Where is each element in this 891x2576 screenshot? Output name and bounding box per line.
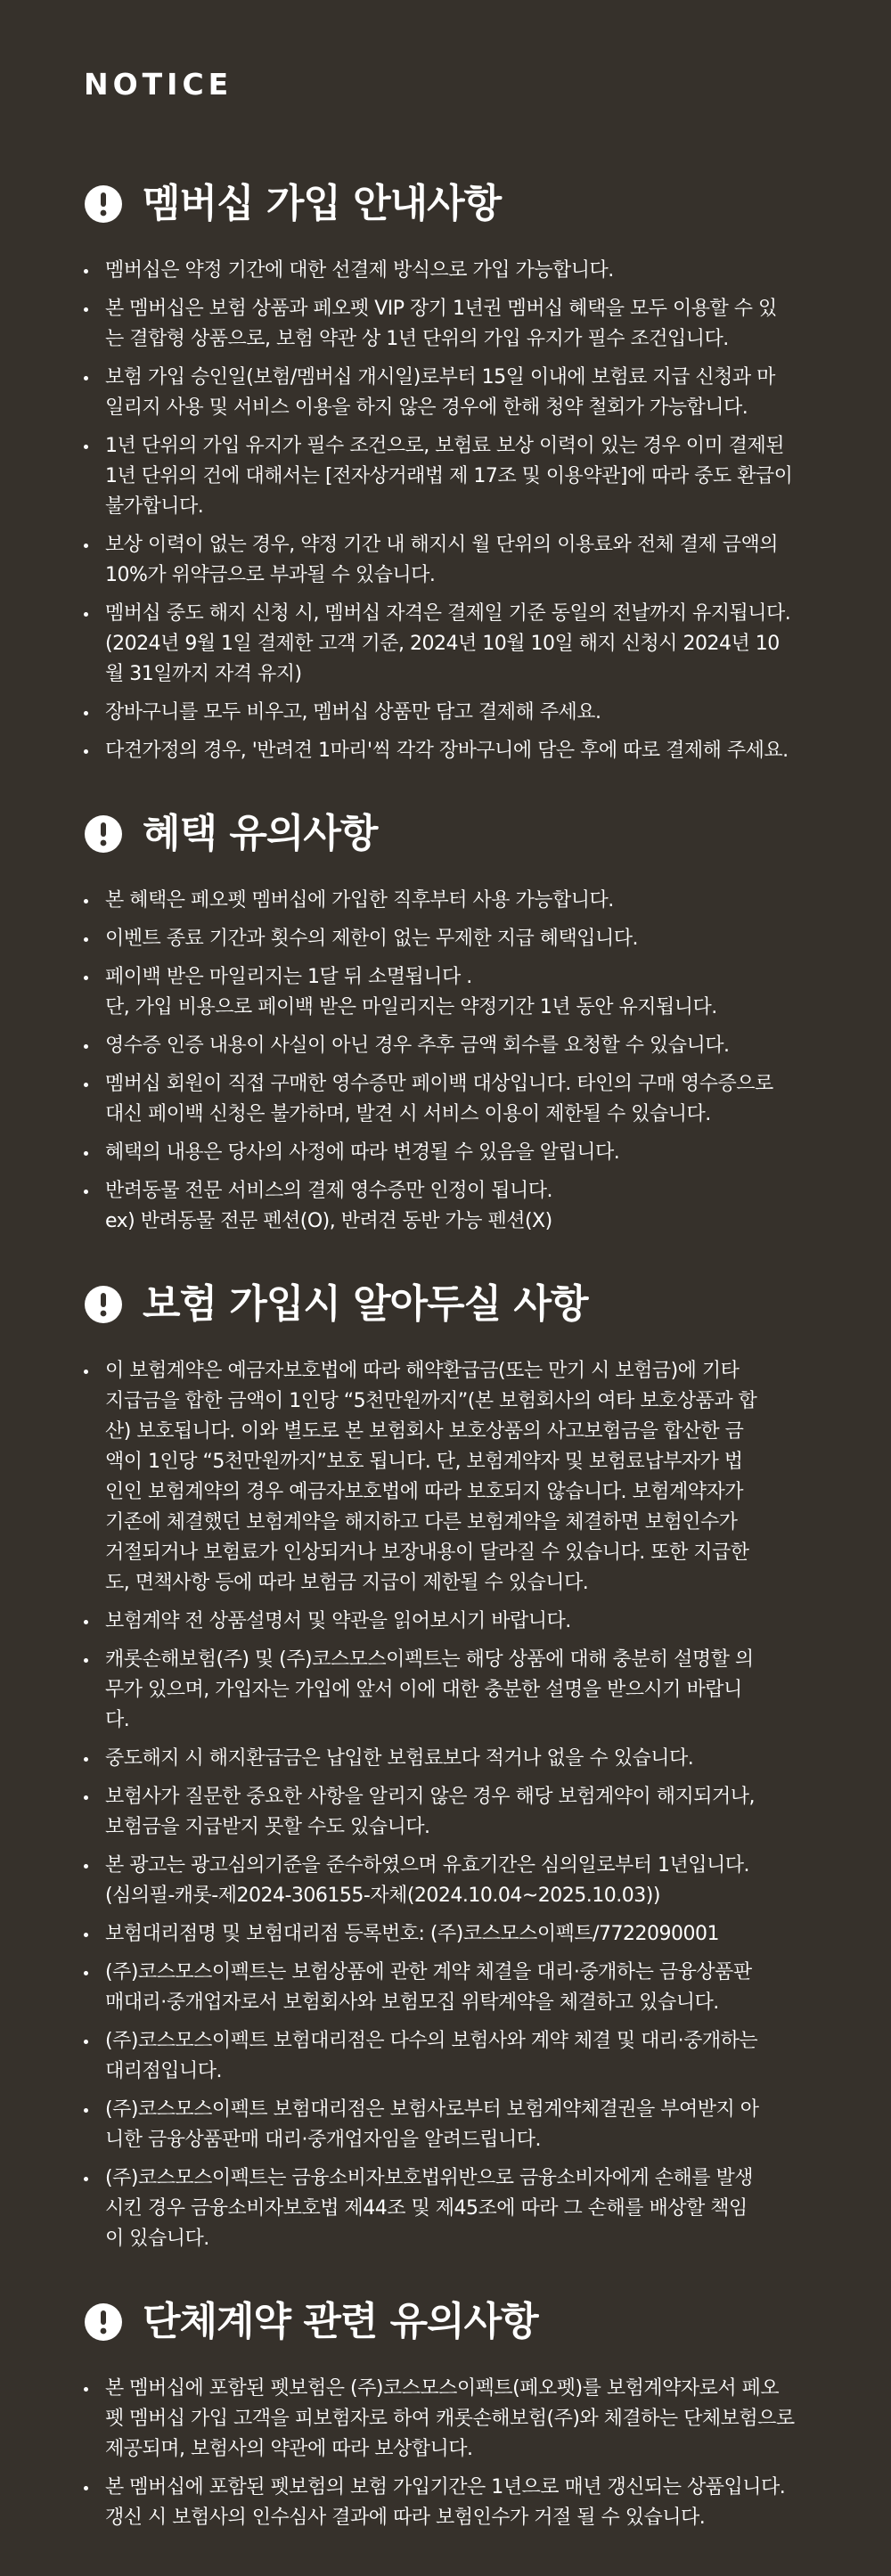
section-title: 보험 가입시 알아두실 사항 <box>143 1281 588 1327</box>
list-item: 멤버십 중도 해지 신청 시, 멤버십 자격은 결제일 기준 동일의 전날까지 유지됩니다. (2024년 9월 1일 결제한 고객 기준, 2024년 10월 10일 해지 신청시 2024년 10 월 31일까지 자격 유지) <box>84 599 809 690</box>
section-membership <box>84 179 809 766</box>
list-item: 보험 가입 승인일(보험/멤버십 개시일)로부터 15일 이내에 보험료 지급 신청과 마 일리지 사용 및 서비스 이용을 하지 않은 경우에 한해 청약 철회가 가능합니다. <box>84 363 809 423</box>
list-item: 보험사가 질문한 중요한 사항을 알리지 않은 경우 해당 보험계약이 해지되거나, 보험금을 지급받지 못할 수도 있습니다. <box>84 1782 809 1843</box>
notice-label: NOTICE <box>84 67 233 102</box>
list-item: 본 멤버십은 보험 상품과 페오펫 VIP 장기 1년권 멤버십 혜택을 모두 이용할 수 있 는 결합형 상품으로, 보험 약관 상 1년 단위의 가입 유지가 필수 조건입니다. <box>84 294 809 355</box>
list-item: (주)코스모스이펙트는 금융소비자보호법위반으로 금융소비자에게 손해를 발생 시킨 경우 금융소비자보호법 제44조 및 제45조에 따라 그 손해를 배상할 책임 이 있습니다. <box>84 2163 809 2254</box>
list-item: 다견가정의 경우, '반려견 1마리'씩 각각 장바구니에 담은 후에 따로 결제해 주세요. <box>84 736 809 766</box>
section-group-contract <box>84 2297 809 2533</box>
notice-list <box>84 1356 809 2254</box>
section-header <box>84 1280 809 1329</box>
notice-list <box>84 2374 809 2533</box>
section-header <box>84 2297 809 2347</box>
section-insurance <box>84 1280 809 2254</box>
list-item: (주)코스모스이펙트 보험대리점은 보험사로부터 보험계약체결권을 부여받지 아 니한 금융상품판매 대리·중개업자임을 알려드립니다. <box>84 2095 809 2155</box>
list-item: 중도해지 시 해지환급금은 납입한 보험료보다 적거나 없을 수 있습니다. <box>84 1744 809 1774</box>
list-item: 페이백 받은 마일리지는 1달 뒤 소멸됩니다 . 단, 가입 비용으로 페이백 받은 마일리지는 약정기간 1년 동안 유지됩니다. <box>84 962 809 1023</box>
list-item: 본 멤버십에 포함된 펫보험은 (주)코스모스이펙트(페오펫)를 보험계약자로서 페오 펫 멤버십 가입 고객을 피보험자로 하여 캐롯손해보험(주)와 체결하는 단체보험으로 제공되며, 보험사의 약관에 따라 보상합니다. <box>84 2374 809 2465</box>
section-title: 단체계약 관련 유의사항 <box>143 2299 538 2344</box>
list-item: 1년 단위의 가입 유지가 필수 조건으로, 보험료 보상 이력이 있는 경우 이미 결제된 1년 단위의 건에 대해서는 [전자상거래법 제 17조 및 이용약관]에 따라 중도 환급이 불가합니다. <box>84 431 809 522</box>
list-item: 멤버십은 약정 기간에 대한 선결제 방식으로 가입 가능합니다. <box>84 256 809 286</box>
list-item: (주)코스모스이펙트 보험대리점은 다수의 보험사와 계약 체결 및 대리·중개하는 대리점입니다. <box>84 2026 809 2087</box>
exclamation-circle-icon <box>84 814 123 854</box>
section-title: 혜택 유의사항 <box>143 811 378 856</box>
notice-list <box>84 886 809 1237</box>
list-item: 반려동물 전문 서비스의 결제 영수증만 인정이 됩니다. ex) 반려동물 전문 펜션(O), 반려견 동반 가능 펜션(X) <box>84 1176 809 1237</box>
list-item: 영수증 인증 내용이 사실이 아닌 경우 추후 금액 회수를 요청할 수 있습니다. <box>84 1031 809 1061</box>
section-header <box>84 809 809 859</box>
section-benefits <box>84 809 809 1237</box>
list-item: 본 혜택은 페오펫 멤버십에 가입한 직후부터 사용 가능합니다. <box>84 886 809 916</box>
list-item: 이 보험계약은 예금자보호법에 따라 해약환급금(또는 만기 시 보험금)에 기타 지급금을 합한 금액이 1인당 “5천만원까지”(본 보험회사의 여타 보호상품과 합 산) 보호됩니다. 이와 별도로 본 보험회사 보호상품의 사고보험금을 합산한 금 액이 1인당 “5천만원까지”보호 됩니다. 단, 보험계약자 및 보험료납부자가 법 인인 보험계약의 경우 예금자보호법에 따라 보호되지 않습니다. 보험계약자가 기존에 체결했던 보험계약을 해지하고 다른 보험계약을 체결하면 보험인수가 거절되거나 보험료가 인상되거나 보장내용이 달라질 수 있습니다. 또한 지급한 도, 면책사항 등에 따라 보험금 지급이 제한될 수 있습니다. <box>84 1356 809 1599</box>
section-title: 멤버십 가입 안내사항 <box>143 181 502 226</box>
list-item: 멤버십 회원이 직접 구매한 영수증만 페이백 대상입니다. 타인의 구매 영수증으로 대신 페이백 신청은 불가하며, 발견 시 서비스 이용이 제한될 수 있습니다. <box>84 1069 809 1130</box>
list-item: 혜택의 내용은 당사의 사정에 따라 변경될 수 있음을 알립니다. <box>84 1138 809 1168</box>
list-item: 보상 이력이 없는 경우, 약정 기간 내 해지시 월 단위의 이용료와 전체 결제 금액의 10%가 위약금으로 부과될 수 있습니다. <box>84 530 809 591</box>
list-item: 보험대리점명 및 보험대리점 등록번호: (주)코스모스이펙트/7722090001 <box>84 1919 809 1950</box>
list-item: (주)코스모스이펙트는 보험상품에 관한 계약 체결을 대리·중개하는 금융상품판 매대리·중개업자로서 보험회사와 보험모집 위탁계약을 체결하고 있습니다. <box>84 1958 809 2018</box>
list-item: 이벤트 종료 기간과 횟수의 제한이 없는 무제한 지급 혜택입니다. <box>84 924 809 954</box>
exclamation-circle-icon <box>84 184 123 224</box>
list-item: 본 멤버십에 포함된 펫보험의 보험 가입기간은 1년으로 매년 갱신되는 상품입니다. 갱신 시 보험사의 인수심사 결과에 따라 보험인수가 거절 될 수 있습니다. <box>84 2473 809 2533</box>
notice-list <box>84 256 809 766</box>
list-item: 보험계약 전 상품설명서 및 약관을 읽어보시기 바랍니다. <box>84 1607 809 1637</box>
section-header <box>84 179 809 229</box>
list-item: 캐롯손해보험(주) 및 (주)코스모스이펙트는 해당 상품에 대해 충분히 설명할 의 무가 있으며, 가입자는 가입에 앞서 이에 대한 충분한 설명을 받으시기 바랍니 다. <box>84 1645 809 1736</box>
list-item: 본 광고는 광고심의기준을 준수하였으며 유효기간은 심의일로부터 1년입니다. (심의필-캐롯-제2024-306155-자체(2024.10.04~2025.10.03)) <box>84 1851 809 1911</box>
exclamation-circle-icon <box>84 1285 123 1324</box>
list-item: 장바구니를 모두 비우고, 멤버십 상품만 담고 결제해 주세요. <box>84 698 809 728</box>
exclamation-circle-icon <box>84 2302 123 2342</box>
